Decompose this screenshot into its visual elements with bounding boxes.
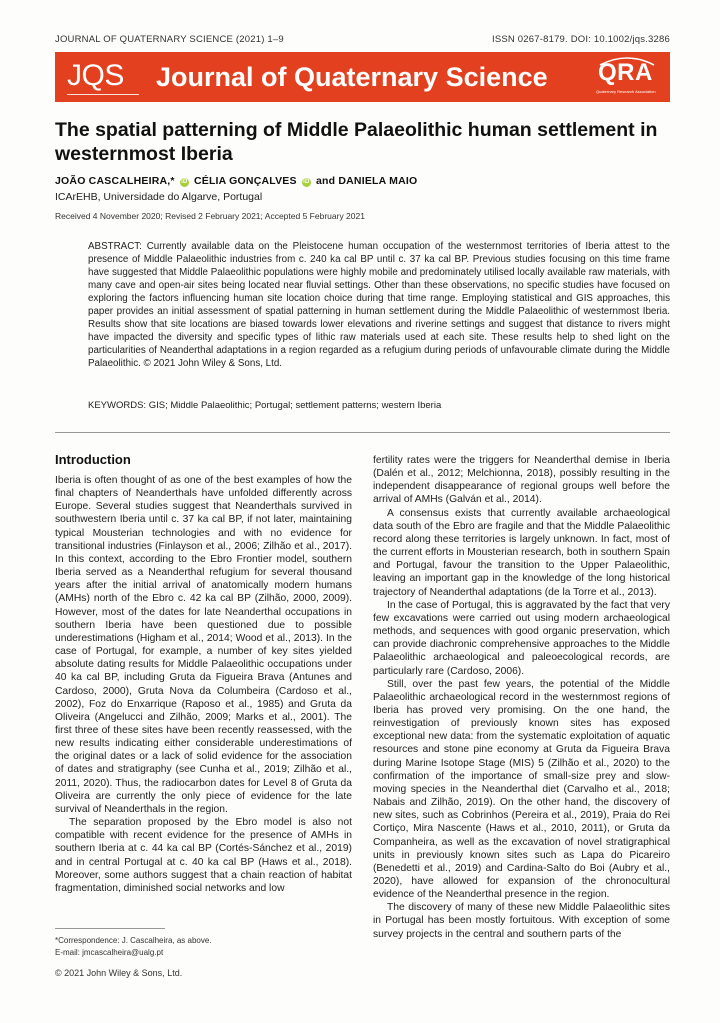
abstract: ABSTRACT: Currently available data on the Pleistocene human occupation of the westernmost territories of Iberia attest to the presence of Middle Palaeolithic industries from c. 240 ka cal BP until c. 37 ka cal BP. Previous studies focusing on this time frame have suggested that Middle Palaeolithic populations were highly mobile and predominately utilised locally available raw materials, with many cave and open-air sites being located near fluvial settings. Other than these observations, no specific studies have focused on exploring the factors influencing human site location choice during that time range. Employing statistical and GIS approaches, this paper provides an initial assessment of spatial patterning in human settlement during the Middle Palaeolithic of westernmost Iberia. Results show that site locations are biased towards lower elevations and riverine settings and suggest that distance to rivers might have impacted the diversity and specific types of lithic raw materials used at each site. These results help to shed light on the particularities of Neanderthal adaptations in a region regarded as a refugium during periods of unfavourable climate during the Middle Palaeolithic. © 2021 John Wiley & Sons, Ltd. [88,241,670,370]
journal-logo-abbr: JQS [67,59,124,92]
orcid-icon[interactable]: iD [303,179,310,185]
author-name: CÉLIA GONÇALVES [193,175,297,187]
paragraph: In the case of Portugal, this is aggravated by the fact that very few excavations were carried out using modern archaeological methods, and sequences with good organic preservation, which can provide diachronic comprehensive approaches to the Middle Palaeolithic archaeological and paleoecological records, are particularly rare (Cardoso, 2006). [373,599,670,677]
author-name: JOÃO CASCALHEIRA,* [55,175,175,187]
orcid-icon[interactable]: iD [181,179,188,185]
issn-doi: ISSN 0267-8179. DOI: 10.1002/jqs.3286 [492,34,670,45]
correspondence-note: *Correspondence: J. Cascalheira, as above. [55,936,212,945]
affiliation: ICArEHB, Universidade do Algarve, Portugal [55,191,263,203]
society-logo [594,57,660,97]
paragraph: The discovery of many of these new Middle Palaeolithic sites in Portugal has been mostly fortuitous. With exception of some survey projects in the central and southern parts of the [373,902,670,940]
author-name: and DANIELA MAIO [315,175,418,187]
logo-underline [67,94,139,95]
email-note[interactable]: E-mail: jmcascalheira@ualg.pt [55,948,164,957]
paragraph: Iberia is often thought of as one of the best examples of how the final chapters of Neanderthals have unfolded differently across Europe. Several studies suggest that Neanderthals survived in southwestern Iberia until c. 37 ka cal BP, if not later, maintaining typical Mousterian technologies and with no evidence for transitional industries (Finlayson et al., 2006; Zilhão et al., 2017). In this context, according to the Ebro Frontier model, southern Iberia served as a Neanderthal refugium for several thousand years after the initial arrival of anatomically modern humans (AMHs) north of the Ebro c. 42 ka cal BP (Zilhão, 2000, 2009). However, most of the dates for late Neanderthal occupations in southern Iberia have been questioned due to possible underestimations (Higham et al., 2014; Wood et al., 2013). In the case of Portugal, for example, a number of key sites yielded absolute dating results for Middle Palaeolithic occupations under 40 ka cal BP, including Gruta da Figueira Brava (Antunes and Cardoso, 2000), Gruta Nova da Columbeira (Cardoso et al., 2002), Foz do Enxarrique (Raposo et al., 1985) and Gruta da Oliveira (Angelucci and Zilhão, 2009; Marks et al., 2001). The first three of these sites have been recently reassessed, with the new results indicating either considerable underestimations of the original dates or a lack of solid evidence for the association of dates and stratigraphy (see Cunha et al., 2019; Zilhão et al., 2011, 2020). Thus, the radiocarbon dates for Level 8 of Gruta da Oliveira are currently the only piece of evidence for the late survival of Neanderthals in the region. [55,475,352,815]
journal-banner [55,52,670,102]
paragraph: fertility rates were the triggers for Neanderthal demise in Iberia (Dalén et al., 2012; Melchionna, 2018), possibly resulting in the independent disappearance of regional groups well before the arrival of AMHs (Galván et al., 2014). [373,455,670,506]
paragraph: Still, over the past few years, the potential of the Middle Palaeolithic archaeological record in the westernmost regions of Iberia has proved very promising. On the one hand, the reinvestigation of previously known sites has exposed exceptional new data: from the systematic exploitation of aquatic resources and stone pine economy at Gruta da Figueira Brava during Marine Isotope Stage (MIS) 5 (Zilhão et al., 2020) to the confirmation of the importance of small-size prey and slow-moving species in the Neanderthal diet (Carvalho et al., 2018; Nabais and Zilhão, 2019). On the other hand, the discovery of new sites, such as Cobrinhos (Pereira et al., 2019), Praia do Rei Cortiço, Mira Nascente (Haws et al., 2010, 2011), or Gruta da Companheira, as well as the excavation of novel stratigraphical units in previously known sites such as Lapa do Picareiro (Benedetti et al., 2019) and Cardina-Salto do Boi (Aubry et al., 2020), have allowed for expansion of the chronocultural evidence of the Neanderthal presence in the region. [373,678,670,901]
article-title: The spatial patterning of Middle Palaeolithic human settlement in westernmost Iberia [55,119,658,165]
paragraph: A consensus exists that currently available archaeological data south of the Ebro are fragile and that the Middle Palaeolithic record along these territories is largely unknown. In fact, most of the current efforts in Mousterian research, both in southern Spain and Portugal, favour the transition to the Upper Palaeolithic, leaving an important gap in the knowledge of the long historical trajectory of Neanderthal adaptations (de la Torre et al., 2013). [373,507,670,598]
copyright: © 2021 John Wiley & Sons, Ltd. [55,968,183,978]
body-column-left [55,474,352,895]
history-dates: Received 4 November 2020; Revised 2 February 2021; Accepted 5 February 2021 [55,211,365,221]
author-list [55,175,670,187]
body-column-right [373,454,670,941]
keywords: KEYWORDS: GIS; Middle Palaeolithic; Portugal; settlement patterns; western Iberia [88,400,442,411]
journal-name: Journal of Quaternary Science [156,62,548,92]
section-heading-introduction: Introduction [55,452,131,467]
journal-running-title: JOURNAL OF QUATERNARY SCIENCE (2021) 1–9 [55,34,284,45]
running-head [55,34,670,48]
section-divider [55,432,670,433]
footnote-divider [55,928,165,929]
society-logo-text: QRA [598,59,653,86]
paragraph: The separation proposed by the Ebro model is also not compatible with recent evidence for the presence of AMHs in southern Iberia at c. 44 ka cal BP (Cortés-Sánchez et al., 2019) and in central Portugal at c. 40 ka cal BP (Haws et al., 2018). Moreover, some authors suggest that a chain reaction of habitat fragmentation, diminished social networks and low [55,817,352,894]
society-name: Quaternary Research Association [596,89,656,94]
